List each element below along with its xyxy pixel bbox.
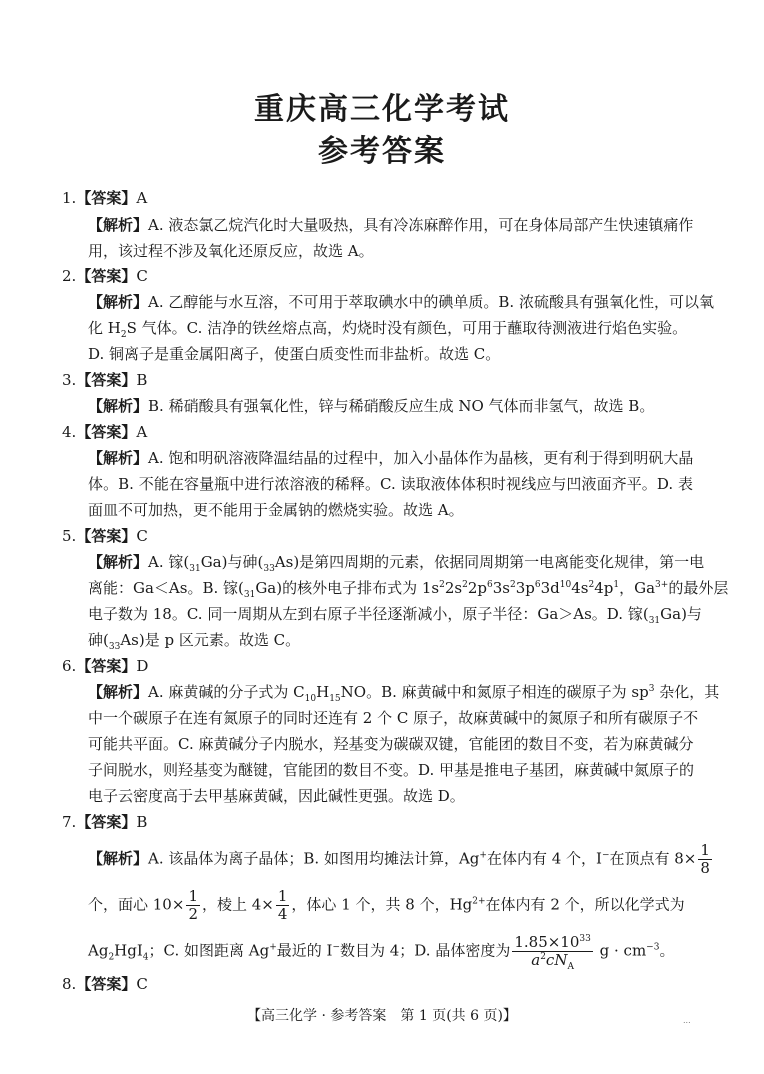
q4-number: 4.	[62, 423, 77, 441]
q7-analysis-line-3	[88, 933, 675, 972]
q4-analysis-line-3: 面皿不可加热，更不能用于金属钠的燃烧实验。故选 A。	[88, 501, 464, 519]
answer-label: 【答案】	[76, 371, 137, 389]
q5-answer	[62, 526, 148, 546]
q3-number: 3.	[62, 371, 77, 389]
subscript: 2	[120, 330, 127, 340]
fraction-denominator	[512, 951, 593, 972]
q2-analysis-line-3: D. 铜离子是重金属阳离子，使蛋白质变性而非盐析。故选 C。	[88, 345, 501, 363]
subscript: A	[567, 962, 574, 972]
q5-text: As)是第四周期的元素，依据同周期第一电离能变化规律，第一电	[274, 553, 705, 571]
q6-analysis-line-3: 可能共平面。C. 麻黄碱分子内脱水，羟基变为碳碳双键，官能团的数目不变，若为麻黄碱分	[88, 735, 694, 753]
q6-text: A. 麻黄碱的分子式为 C	[148, 683, 305, 701]
q5-analysis-line-1	[88, 552, 705, 574]
q2-answer	[62, 266, 148, 286]
q4-answer	[62, 422, 147, 442]
q5-text: 4p	[594, 579, 614, 597]
q5-text: Ga)与砷(	[200, 553, 264, 571]
superscript: +	[269, 942, 277, 953]
q6-answer-value: D	[136, 657, 149, 675]
q2-number: 2.	[62, 267, 77, 285]
q5-text: A. 镓(	[148, 553, 190, 571]
q1-analysis-line-1	[88, 215, 693, 235]
q6-analysis-line-2: 中一个碳原子在连有氮原子的同时还连有 2 个 C 原子，故麻黄碱中的氮原子和所有碳原子不	[88, 709, 699, 727]
q4-analysis-line-2: 体。B. 不能在容量瓶中进行浓溶液的稀释。C. 读取液体体积时视线应与凹液面齐平。D. 表	[88, 475, 693, 493]
superscript: 2+	[472, 896, 486, 907]
superscript: 2	[588, 580, 595, 590]
answer-label: 【答案】	[76, 189, 137, 207]
q7-text: ，体心 1 个，共 8 个，Hg	[291, 895, 473, 914]
analysis-label: 【解析】	[88, 849, 149, 868]
q7-text: 最近的 I	[276, 941, 333, 960]
fraction-denominator: 2	[188, 905, 198, 923]
fraction-one-half	[186, 888, 200, 923]
q1-number: 1.	[62, 189, 77, 207]
q5-analysis-line-3	[88, 604, 702, 626]
q1-analysis-line-2: 用，该过程不涉及氧化还原反应，故选 A。	[88, 242, 374, 260]
superscript: 2	[540, 952, 546, 962]
superscript: 10	[559, 580, 572, 590]
density-unit: g · cm	[599, 941, 647, 960]
q8-answer	[62, 974, 148, 994]
q7-text: ；C. 如图距离 Ag	[148, 941, 270, 960]
answer-label: 【答案】	[76, 423, 137, 441]
q8-number: 8.	[62, 975, 77, 993]
analysis-label: 【解析】	[88, 397, 149, 415]
q7-analysis-line-2	[88, 888, 693, 923]
q5-text: 3d	[540, 579, 560, 597]
analysis-label: 【解析】	[88, 553, 149, 571]
answer-label: 【答案】	[76, 975, 137, 993]
q1-answer	[62, 188, 147, 208]
subscript: 31	[648, 616, 661, 626]
q4-answer-value: A	[136, 423, 148, 441]
subscript: 33	[108, 642, 121, 652]
density-fraction	[512, 933, 593, 972]
q7-text: 在体内有 4 个，I	[486, 849, 602, 868]
var-cn: cN	[545, 951, 568, 969]
q7-analysis-line-1	[88, 841, 710, 877]
superscript: 6	[534, 580, 541, 590]
q6-text: H	[316, 683, 330, 701]
q6-text: 杂化，其	[654, 683, 720, 701]
superscript: 33	[579, 934, 591, 944]
q3-answer	[62, 370, 147, 390]
var-a: a	[531, 951, 541, 969]
q5-text: 3s	[492, 579, 510, 597]
superscript: 3	[648, 684, 655, 694]
q2-text: A. 乙醇能与水互溶，不可用于萃取碘水中的碘单质。B. 浓硫酸具有强氧化性，可以氧	[148, 293, 714, 311]
subscript: 10	[304, 694, 317, 704]
q7-text: ，棱上 4×	[201, 895, 274, 914]
q5-text: 3p	[515, 579, 535, 597]
superscript: −	[332, 942, 340, 953]
superscript: 6	[487, 580, 493, 590]
q7-text: Ag	[88, 941, 109, 960]
q5-analysis-line-4	[88, 630, 300, 650]
q6-analysis-line-5: 电子云密度高于去甲基麻黄碱，因此碱性更强。故选 D。	[88, 787, 465, 805]
q6-number: 6.	[62, 657, 77, 675]
answer-label: 【答案】	[76, 657, 137, 675]
q5-analysis-line-2: 离能：Ga＜As。B. 镓$(_{31}Ga)$的核外电子排布式为 $1s^22s^22p^63s^23p^63d^{10}4s^24p^1$，$Ga^{3+}$的最外层	[88, 579, 729, 600]
analysis-label: 【解析】	[88, 293, 149, 311]
q6-analysis-line-4: 子间脱水，则羟基变为醚键，官能团的数目不变。D. 甲基是推电子基团，麻黄碱中氮原子的	[88, 761, 695, 779]
q7-text: 数目为 4；D. 晶体密度为	[340, 941, 511, 960]
q5-number: 5.	[62, 527, 77, 545]
q7-text: 在顶点有 8×	[609, 849, 697, 868]
fraction-denominator: 4	[277, 905, 288, 923]
subscript: 31	[189, 564, 201, 574]
fraction-numerator: 1	[277, 887, 288, 905]
superscript: 3+	[655, 580, 669, 590]
q7-text: HgI	[114, 941, 143, 960]
superscript: 1	[613, 580, 620, 590]
superscript: −3	[646, 942, 660, 953]
fraction-numerator: 1	[700, 841, 710, 859]
subscript: 33	[263, 564, 275, 574]
superscript: 2	[462, 580, 468, 590]
fraction-numerator: 1	[188, 887, 198, 905]
q7-answer-value: B	[136, 813, 148, 831]
q4-text: A. 饱和明矾溶液降温结晶的过程中，加入小晶体作为晶核，更有利于得到明矾大晶	[148, 449, 694, 467]
q5-answer-value: C	[136, 527, 148, 545]
q1-answer-value: A	[136, 189, 148, 207]
superscript: −	[601, 850, 610, 861]
fraction-numerator	[512, 934, 593, 952]
q6-answer	[62, 656, 148, 676]
q1-text: A. 液态氯乙烷汽化时大量吸热，具有冷冻麻醉作用，可在身体局部产生快速镇痛作	[148, 216, 694, 234]
q6-analysis-line-1	[88, 682, 720, 704]
q2-text: 化 H	[88, 319, 121, 337]
page-subtitle: 参考答案	[318, 134, 446, 169]
q5-text: 砷(	[88, 631, 109, 649]
page-footer: 【高三化学 · 参考答案 第 1 页(共 6 页)】	[247, 1008, 517, 1024]
fraction-one-quarter	[276, 888, 290, 923]
subscript: 4	[142, 952, 149, 963]
q5-text: Ga)与	[660, 605, 702, 623]
q6-text: NO。B. 麻黄碱中和氮原子相连的碳原子为 sp	[340, 683, 649, 701]
superscript: 2	[509, 580, 516, 590]
answer-label: 【答案】	[76, 267, 137, 285]
q7-number: 7.	[62, 813, 77, 831]
page-title: 重庆高三化学考试	[254, 92, 510, 127]
analysis-label: 【解析】	[88, 683, 149, 701]
q3-analysis-line-1	[88, 396, 654, 416]
answer-label: 【答案】	[76, 527, 137, 545]
q7-text: 个，面心 10×	[88, 895, 185, 914]
q3-text: B. 稀硝酸具有强氧化性，锌与稀硝酸反应生成 NO 气体而非氢气，故选 B。	[148, 397, 655, 415]
subscript: 15	[329, 694, 341, 704]
q8-answer-value: C	[136, 975, 148, 993]
answer-label: 【答案】	[76, 813, 137, 831]
q5-text: 2s	[444, 579, 463, 597]
q7-text: A. 该晶体为离子晶体；B. 如图用均摊法计算，Ag	[148, 849, 480, 868]
fraction-denominator: 8	[700, 859, 710, 877]
q5-text: Ga)的核外电子排布式为 1s	[255, 579, 440, 597]
superscript: +	[479, 850, 487, 861]
q3-answer-value: B	[136, 371, 148, 389]
q2-analysis-line-2	[88, 318, 687, 338]
superscript: 2	[439, 580, 445, 590]
subscript: 31	[243, 590, 256, 600]
q5-text: As)是 p 区元素。故选 C。	[120, 631, 301, 649]
density-numerator: 1.85×10	[514, 933, 580, 951]
fraction-one-eighth	[698, 842, 712, 877]
subscript: 2	[108, 952, 115, 963]
q5-text: 电子数为 18。C. 同一周期从左到右原子半径逐渐减小，原子半径：Ga＞As。D. 镓(	[88, 605, 649, 623]
q7-answer	[62, 812, 147, 832]
q5-text: 的最外层	[668, 579, 729, 597]
q2-analysis-line-1	[88, 292, 714, 312]
q2-answer-value: C	[136, 267, 148, 285]
q7-text: 在体内有 2 个，所以化学式为	[485, 895, 685, 914]
analysis-label: 【解析】	[88, 216, 149, 234]
q7-text: 。	[659, 941, 675, 960]
q5-text: 4s	[571, 579, 589, 597]
q4-analysis-line-1	[88, 448, 693, 468]
q5-text: ，Ga	[619, 579, 656, 597]
q5-text: 离能：Ga＜As。B. 镓(	[88, 579, 244, 597]
analysis-label: 【解析】	[88, 449, 149, 467]
page-mark: ...	[683, 1016, 691, 1025]
q2-text: S 气体。C. 洁净的铁丝熔点高，灼烧时没有颜色，可用于蘸取待测液进行焰色实验。	[126, 319, 688, 337]
